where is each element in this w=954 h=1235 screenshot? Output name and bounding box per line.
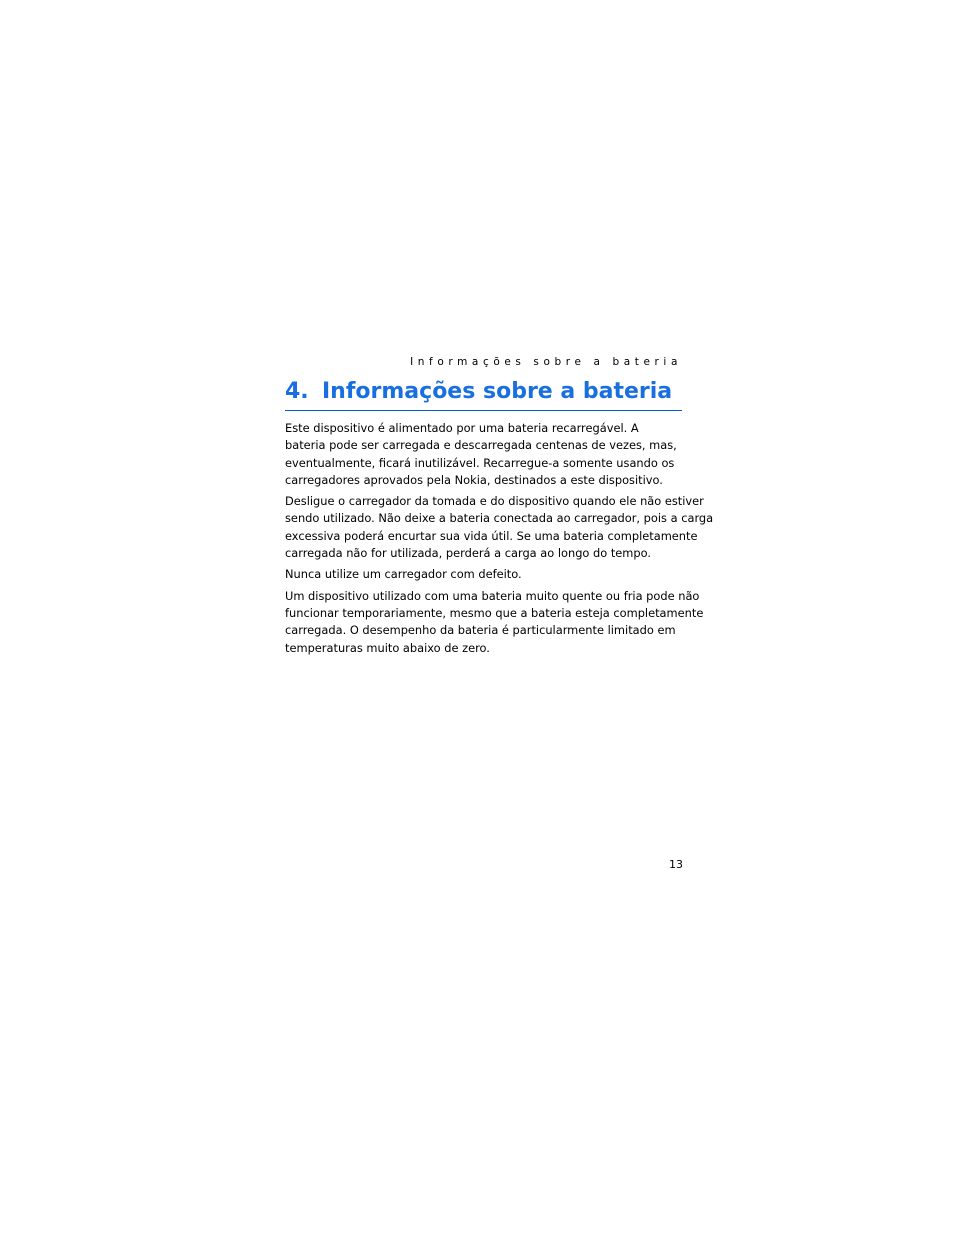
chapter-number: 4. xyxy=(285,379,309,404)
page-number: 13 xyxy=(669,858,683,871)
chapter-title xyxy=(285,377,682,411)
paragraph-line: carregada. O desempenho da bateria é particularmente limitado em xyxy=(285,623,676,638)
paragraph-2 xyxy=(285,493,714,562)
paragraph-line: excessiva poderá encurtar sua vida útil. Se uma bateria completamente xyxy=(285,528,698,543)
paragraph-line: funcionar temporariamente, mesmo que a bateria esteja completamente xyxy=(285,605,704,620)
chapter-title-text: Informações sobre a bateria xyxy=(322,379,673,404)
running-header: Informações sobre a bateria xyxy=(410,356,682,368)
paragraph-line: bateria pode ser carregada e descarregada centenas de vezes, mas, xyxy=(285,438,677,453)
body-text xyxy=(285,420,714,661)
paragraph-line: Desligue o carregador da tomada e do dispositivo quando ele não estiver xyxy=(285,494,704,509)
paragraph-line: Um dispositivo utilizado com uma bateria muito quente ou fria pode não xyxy=(285,588,700,603)
paragraph-line: carregadores aprovados pela Nokia, destinados a este dispositivo. xyxy=(285,472,663,487)
paragraph-4 xyxy=(285,588,704,657)
paragraph-line: Nunca utilize um carregador com defeito. xyxy=(285,567,522,582)
paragraph-line: eventualmente, ficará inutilizável. Recarregue-a somente usando os xyxy=(285,455,675,470)
paragraph-line: carregada não for utilizada, perderá a carga ao longo do tempo. xyxy=(285,546,652,561)
paragraph-3 xyxy=(285,566,685,583)
paragraph-1 xyxy=(285,420,685,489)
paragraph-line: sendo utilizado. Não deixe a bateria conectada ao carregador, pois a carga xyxy=(285,511,714,526)
paragraph-line: temperaturas muito abaixo de zero. xyxy=(285,640,490,655)
paragraph-line: Este dispositivo é alimentado por uma bateria recarregável. A xyxy=(285,421,639,435)
